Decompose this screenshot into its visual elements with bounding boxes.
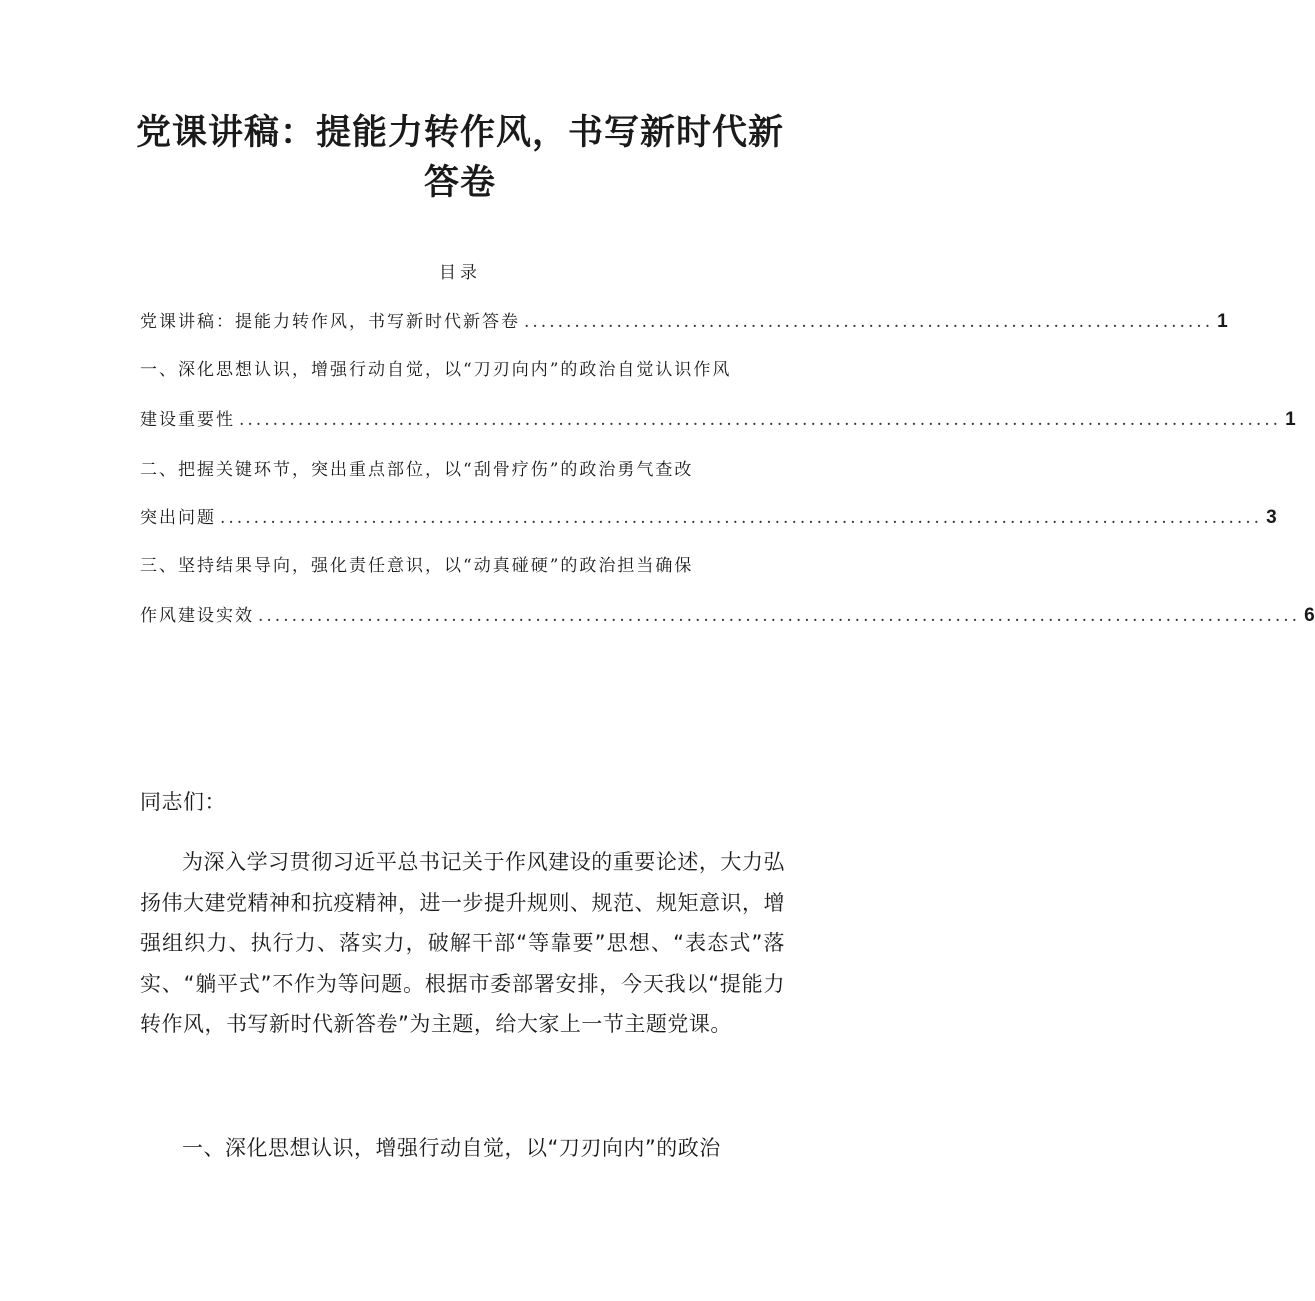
salutation: 同志们： — [140, 790, 226, 814]
toc-entry-text: 建设重要性 — [140, 410, 235, 430]
toc-entry-2[interactable] — [140, 406, 1296, 434]
body-paragraph: 为深入学习贯彻习近平总书记关于作风建设的重要论述，大力弘扬伟大建党精神和抗疫精神，进一步提升规则、规范、规矩意识，增强组织力、执行力、落实力，破解干部“等靠要”思想、“表态式”落实、“躺平式”不作为等问题。根据市委部署安排，今天我以“提能力转作风，书写新时代新答卷”为主题，给大家上一节主题党课。 — [140, 850, 785, 1036]
toc-page-number: 6 — [1304, 605, 1315, 626]
toc-leader-dots: ............................................................................................................................ — [258, 606, 1301, 626]
toc-page-number: 1 — [1285, 409, 1296, 430]
toc-entry-text: 作风建设实效 — [140, 606, 254, 626]
toc-leader-dots: ............................................................................................................................ — [239, 410, 1282, 430]
section-heading-paragraph: 一、深化思想认识，增强行动自觉，以“刀刃向内”的政治 — [182, 1136, 721, 1160]
toc-heading: 目录 — [439, 263, 481, 283]
toc-page-number: 1 — [1217, 311, 1228, 332]
toc-entry-4[interactable] — [140, 602, 1315, 630]
toc-entry-4-line1[interactable]: 三、坚持结果导向，强化责任意识，以“动真碰硬”的政治担当确保 — [140, 556, 694, 576]
toc-entry-text: 党课讲稿：提能力转作风，书写新时代新答卷 — [140, 312, 520, 332]
toc-entry-1[interactable] — [140, 308, 1228, 336]
toc-entry-3[interactable] — [140, 504, 1277, 532]
toc-entry-2-line1[interactable]: 一、深化思想认识，增强行动自觉，以“刀刃向内”的政治自觉认识作风 — [140, 360, 732, 380]
toc-entry-3-line1[interactable]: 二、把握关键环节，突出重点部位，以“刮骨疗伤”的政治勇气查改 — [140, 460, 694, 480]
toc-leader-dots: .................................................................................. — [524, 312, 1214, 332]
toc-page-number: 3 — [1266, 507, 1277, 528]
document-title: 党课讲稿：提能力转作风，书写新时代新答卷 — [135, 113, 784, 203]
toc-leader-dots: ............................................................................................................................ — [220, 508, 1263, 528]
toc-entry-text: 突出问题 — [140, 508, 216, 528]
